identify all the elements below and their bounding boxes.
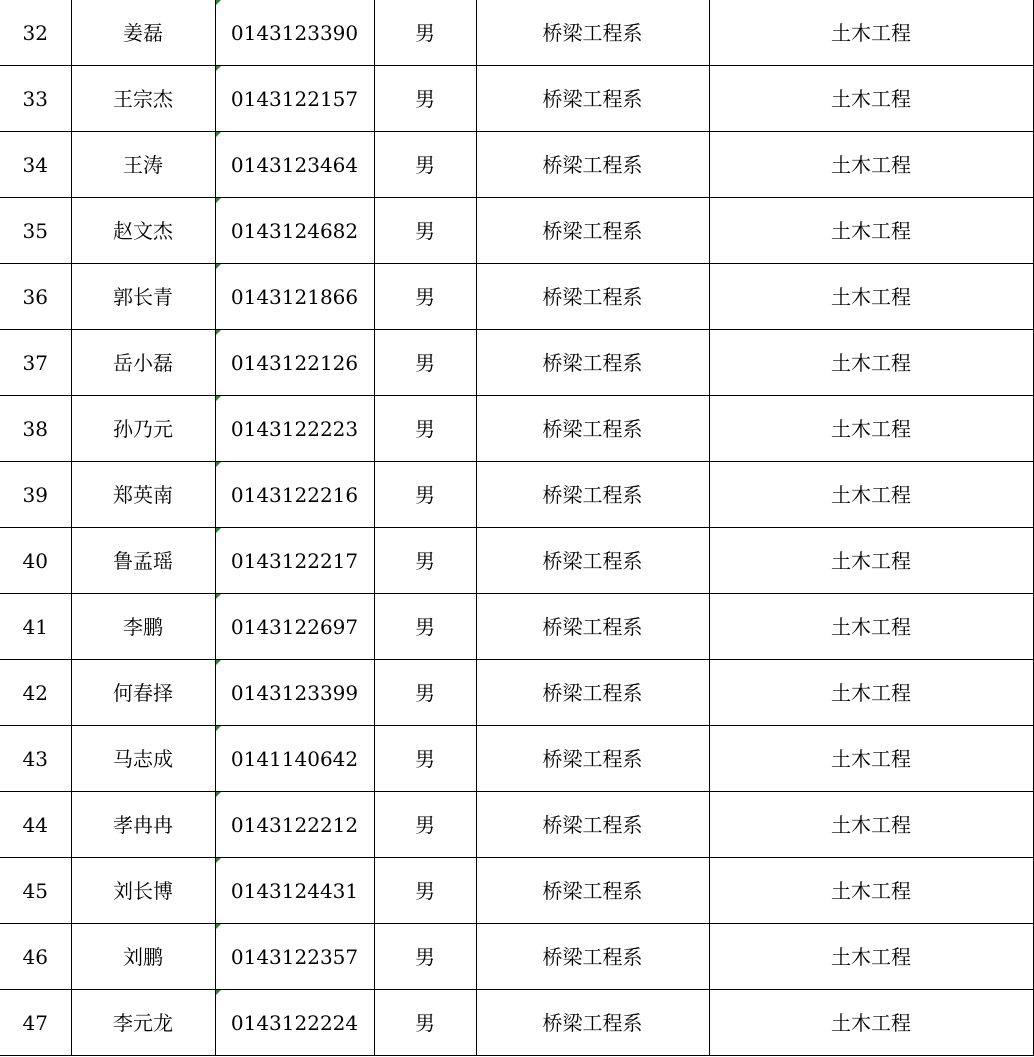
major-cell[interactable] — [709, 330, 1033, 396]
name-cell[interactable] — [71, 132, 215, 198]
student-id: 0143122223 — [230, 416, 359, 441]
row-number-cell[interactable] — [0, 66, 71, 132]
row-number: 41 — [22, 614, 48, 639]
row-number-cell[interactable] — [0, 990, 71, 1056]
row-number-cell[interactable] — [0, 594, 71, 660]
gender: 男 — [415, 548, 435, 573]
row-number-cell[interactable] — [0, 264, 71, 330]
row-number-cell[interactable] — [0, 858, 71, 924]
student-id-cell[interactable] — [215, 792, 374, 858]
row-number-cell[interactable] — [0, 528, 71, 594]
major-cell[interactable] — [709, 198, 1033, 264]
name-cell[interactable] — [71, 924, 215, 990]
gender: 男 — [415, 20, 435, 45]
number-stored-as-text-marker-icon — [216, 726, 221, 731]
gender-cell[interactable] — [374, 198, 476, 264]
department: 桥梁工程系 — [542, 350, 643, 375]
row-number: 36 — [22, 284, 48, 309]
major: 土木工程 — [831, 680, 911, 705]
gender-cell[interactable] — [374, 66, 476, 132]
major-cell[interactable] — [709, 924, 1033, 990]
row-number: 40 — [22, 548, 48, 573]
row-number-cell[interactable] — [0, 330, 71, 396]
row-number-cell[interactable] — [0, 462, 71, 528]
row-number: 33 — [22, 86, 48, 111]
department-cell[interactable] — [476, 990, 709, 1056]
student-id: 0143123399 — [230, 680, 359, 705]
table-row — [0, 198, 1033, 264]
department-cell[interactable] — [476, 264, 709, 330]
gender-cell[interactable] — [374, 330, 476, 396]
student-name: 刘鹏 — [123, 944, 163, 969]
major-cell[interactable] — [709, 66, 1033, 132]
row-number-cell[interactable] — [0, 924, 71, 990]
number-stored-as-text-marker-icon — [216, 594, 221, 599]
major-cell[interactable] — [709, 132, 1033, 198]
row-number-cell[interactable] — [0, 198, 71, 264]
student-id-cell[interactable] — [215, 66, 374, 132]
number-stored-as-text-marker-icon — [216, 924, 221, 929]
major-cell[interactable] — [709, 990, 1033, 1056]
student-id: 0143123464 — [230, 152, 359, 177]
student-id-cell[interactable] — [215, 924, 374, 990]
name-cell[interactable] — [71, 66, 215, 132]
student-id-cell[interactable] — [215, 528, 374, 594]
gender-cell[interactable] — [374, 264, 476, 330]
student-name: 郑英南 — [113, 482, 173, 507]
department-cell[interactable] — [476, 660, 709, 726]
table-row — [0, 660, 1033, 726]
number-stored-as-text-marker-icon — [216, 330, 221, 335]
major: 土木工程 — [831, 482, 911, 507]
student-id-cell[interactable] — [215, 132, 374, 198]
gender: 男 — [415, 482, 435, 507]
row-number: 32 — [22, 20, 48, 45]
major-cell[interactable] — [709, 660, 1033, 726]
student-id-cell[interactable] — [215, 660, 374, 726]
gender-cell[interactable] — [374, 792, 476, 858]
number-stored-as-text-marker-icon — [216, 396, 221, 401]
table-row — [0, 858, 1033, 924]
student-name: 李鹏 — [123, 614, 163, 639]
student-id-cell[interactable] — [215, 330, 374, 396]
student-name: 刘长博 — [113, 878, 173, 903]
row-number-cell[interactable] — [0, 660, 71, 726]
gender: 男 — [415, 416, 435, 441]
major: 土木工程 — [831, 812, 911, 837]
row-number: 43 — [22, 746, 48, 771]
department-cell[interactable] — [476, 924, 709, 990]
gender-cell[interactable] — [374, 132, 476, 198]
department: 桥梁工程系 — [542, 746, 643, 771]
major: 土木工程 — [831, 548, 911, 573]
student-id-cell[interactable] — [215, 396, 374, 462]
department: 桥梁工程系 — [542, 20, 643, 45]
student-id-cell[interactable] — [215, 198, 374, 264]
gender: 男 — [415, 812, 435, 837]
table-row — [0, 396, 1033, 462]
student-name: 马志成 — [113, 746, 173, 771]
row-number: 45 — [22, 878, 48, 903]
student-id: 0143122157 — [230, 86, 359, 111]
number-stored-as-text-marker-icon — [216, 858, 221, 863]
table-row — [0, 330, 1033, 396]
name-cell[interactable] — [71, 396, 215, 462]
major-cell[interactable] — [709, 0, 1033, 66]
row-number: 39 — [22, 482, 48, 507]
number-stored-as-text-marker-icon — [216, 792, 221, 797]
gender-cell[interactable] — [374, 660, 476, 726]
major: 土木工程 — [831, 878, 911, 903]
major: 土木工程 — [831, 350, 911, 375]
gender-cell[interactable] — [374, 0, 476, 66]
department-cell[interactable] — [476, 132, 709, 198]
number-stored-as-text-marker-icon — [216, 660, 221, 665]
student-name: 王涛 — [123, 152, 163, 177]
gender-cell[interactable] — [374, 990, 476, 1056]
name-cell[interactable] — [71, 462, 215, 528]
table-row — [0, 990, 1033, 1056]
department: 桥梁工程系 — [542, 614, 643, 639]
department: 桥梁工程系 — [542, 218, 643, 243]
department: 桥梁工程系 — [542, 944, 643, 969]
name-cell[interactable] — [71, 660, 215, 726]
major: 土木工程 — [831, 152, 911, 177]
number-stored-as-text-marker-icon — [216, 528, 221, 533]
major-cell[interactable] — [709, 726, 1033, 792]
gender: 男 — [415, 350, 435, 375]
major-cell[interactable] — [709, 792, 1033, 858]
gender: 男 — [415, 944, 435, 969]
name-cell[interactable] — [71, 528, 215, 594]
major: 土木工程 — [831, 20, 911, 45]
department: 桥梁工程系 — [542, 812, 643, 837]
department: 桥梁工程系 — [542, 416, 643, 441]
name-cell[interactable] — [71, 0, 215, 66]
student-id: 0143122217 — [230, 548, 359, 573]
gender-cell[interactable] — [374, 594, 476, 660]
department: 桥梁工程系 — [542, 680, 643, 705]
student-id: 0143122697 — [230, 614, 359, 639]
student-id: 0143123390 — [230, 20, 359, 45]
department-cell[interactable] — [476, 198, 709, 264]
major: 土木工程 — [831, 614, 911, 639]
table-row — [0, 726, 1033, 792]
row-number-cell[interactable] — [0, 726, 71, 792]
name-cell[interactable] — [71, 264, 215, 330]
major-cell[interactable] — [709, 264, 1033, 330]
table-row — [0, 0, 1033, 66]
department-cell[interactable] — [476, 66, 709, 132]
gender: 男 — [415, 878, 435, 903]
major-cell[interactable] — [709, 396, 1033, 462]
major: 土木工程 — [831, 86, 911, 111]
number-stored-as-text-marker-icon — [216, 990, 221, 995]
row-number: 46 — [22, 944, 48, 969]
student-name: 鲁孟瑶 — [113, 548, 173, 573]
student-name: 孙乃元 — [113, 416, 173, 441]
student-name: 何春择 — [113, 680, 173, 705]
table-row — [0, 462, 1033, 528]
student-id-cell[interactable] — [215, 858, 374, 924]
row-number: 42 — [22, 680, 48, 705]
department-cell[interactable] — [476, 726, 709, 792]
gender: 男 — [415, 284, 435, 309]
department-cell[interactable] — [476, 858, 709, 924]
table-row — [0, 792, 1033, 858]
major: 土木工程 — [831, 218, 911, 243]
number-stored-as-text-marker-icon — [216, 462, 221, 467]
student-id: 0143122357 — [230, 944, 359, 969]
major: 土木工程 — [831, 416, 911, 441]
student-id-cell[interactable] — [215, 462, 374, 528]
name-cell[interactable] — [71, 990, 215, 1056]
row-number: 38 — [22, 416, 48, 441]
gender: 男 — [415, 746, 435, 771]
table-row — [0, 66, 1033, 132]
department-cell[interactable] — [476, 0, 709, 66]
student-id: 0143122212 — [230, 812, 359, 837]
gender: 男 — [415, 218, 435, 243]
major-cell[interactable] — [709, 858, 1033, 924]
student-id: 0143124431 — [230, 878, 359, 903]
student-id: 0143121866 — [230, 284, 359, 309]
student-id: 0143122224 — [230, 1010, 359, 1035]
gender-cell[interactable] — [374, 924, 476, 990]
major: 土木工程 — [831, 746, 911, 771]
student-name: 岳小磊 — [113, 350, 173, 375]
row-number: 44 — [22, 812, 48, 837]
major-cell[interactable] — [709, 594, 1033, 660]
row-number: 34 — [22, 152, 48, 177]
student-id-cell[interactable] — [215, 594, 374, 660]
row-number-cell[interactable] — [0, 792, 71, 858]
department-cell[interactable] — [476, 792, 709, 858]
department: 桥梁工程系 — [542, 86, 643, 111]
department-cell[interactable] — [476, 462, 709, 528]
student-name: 王宗杰 — [113, 86, 173, 111]
row-number: 37 — [22, 350, 48, 375]
student-name: 孝冉冉 — [113, 812, 173, 837]
table-row — [0, 528, 1033, 594]
name-cell[interactable] — [71, 198, 215, 264]
department-cell[interactable] — [476, 594, 709, 660]
department: 桥梁工程系 — [542, 482, 643, 507]
table-row — [0, 264, 1033, 330]
major: 土木工程 — [831, 944, 911, 969]
number-stored-as-text-marker-icon — [216, 132, 221, 137]
department-cell[interactable] — [476, 396, 709, 462]
gender: 男 — [415, 152, 435, 177]
student-id-cell[interactable] — [215, 990, 374, 1056]
name-cell[interactable] — [71, 330, 215, 396]
number-stored-as-text-marker-icon — [216, 0, 221, 5]
department: 桥梁工程系 — [542, 878, 643, 903]
student-id: 0141140642 — [230, 746, 359, 771]
department-cell[interactable] — [476, 528, 709, 594]
major: 土木工程 — [831, 284, 911, 309]
gender: 男 — [415, 86, 435, 111]
gender: 男 — [415, 614, 435, 639]
department-cell[interactable] — [476, 330, 709, 396]
table-row — [0, 594, 1033, 660]
number-stored-as-text-marker-icon — [216, 198, 221, 203]
row-number: 47 — [22, 1010, 48, 1035]
student-id-cell[interactable] — [215, 0, 374, 66]
department: 桥梁工程系 — [542, 284, 643, 309]
name-cell[interactable] — [71, 726, 215, 792]
row-number-cell[interactable] — [0, 396, 71, 462]
major: 土木工程 — [831, 1010, 911, 1035]
student-id-cell[interactable] — [215, 264, 374, 330]
gender-cell[interactable] — [374, 396, 476, 462]
row-number-cell[interactable] — [0, 0, 71, 66]
table-row — [0, 924, 1033, 990]
number-stored-as-text-marker-icon — [216, 66, 221, 71]
student-id: 0143122216 — [230, 482, 359, 507]
number-stored-as-text-marker-icon — [216, 264, 221, 269]
student-name: 郭长青 — [113, 284, 173, 309]
student-name: 姜磊 — [123, 20, 163, 45]
gender-cell[interactable] — [374, 726, 476, 792]
department: 桥梁工程系 — [542, 152, 643, 177]
student-id: 0143124682 — [230, 218, 359, 243]
name-cell[interactable] — [71, 594, 215, 660]
major-cell[interactable] — [709, 462, 1033, 528]
gender: 男 — [415, 680, 435, 705]
student-name: 赵文杰 — [113, 218, 173, 243]
gender-cell[interactable] — [374, 528, 476, 594]
row-number: 35 — [22, 218, 48, 243]
student-id-cell[interactable] — [215, 726, 374, 792]
gender: 男 — [415, 1010, 435, 1035]
student-id: 0143122126 — [230, 350, 359, 375]
table-row — [0, 132, 1033, 198]
department: 桥梁工程系 — [542, 548, 643, 573]
row-number-cell[interactable] — [0, 132, 71, 198]
name-cell[interactable] — [71, 792, 215, 858]
gender-cell[interactable] — [374, 462, 476, 528]
name-cell[interactable] — [71, 858, 215, 924]
major-cell[interactable] — [709, 528, 1033, 594]
student-name: 李元龙 — [113, 1010, 173, 1035]
department: 桥梁工程系 — [542, 1010, 643, 1035]
gender-cell[interactable] — [374, 858, 476, 924]
